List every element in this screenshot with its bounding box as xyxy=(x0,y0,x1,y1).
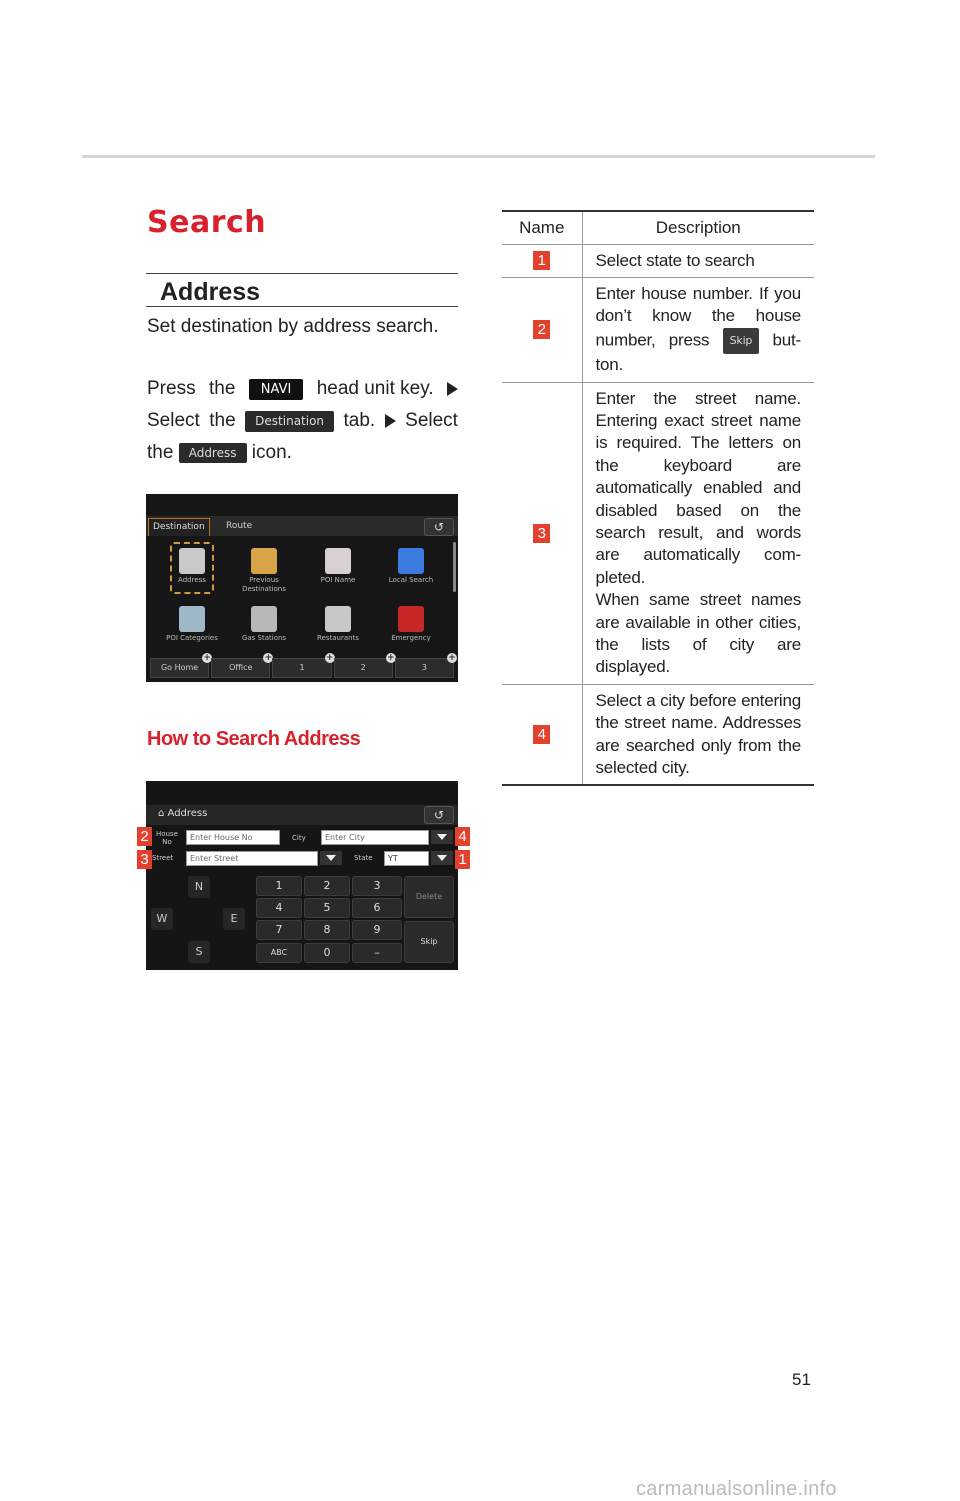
back-icon[interactable]: ↺ xyxy=(424,806,454,824)
row-description: Select a city before entering the street name. Addresses are searched only from the selected city. xyxy=(582,684,814,785)
compass-n[interactable]: N xyxy=(188,876,210,898)
grid-item-label: POI Name xyxy=(320,576,356,584)
grid-item-gas-stations[interactable] xyxy=(228,606,300,643)
table-row xyxy=(502,684,814,785)
table-row xyxy=(502,382,814,684)
key-7[interactable]: 7 xyxy=(256,920,302,940)
grid-item-local-search[interactable] xyxy=(375,548,447,585)
key-1[interactable]: 1 xyxy=(256,876,302,896)
key-5[interactable]: 5 xyxy=(304,898,350,918)
key-6[interactable]: 6 xyxy=(352,898,402,918)
gas-pump-icon xyxy=(251,606,277,632)
grid-item-label: Emergency xyxy=(391,634,431,642)
destination-tab-chip: Destination xyxy=(245,411,334,431)
grid-item-label: Restaurants xyxy=(317,634,359,642)
step-word: Press xyxy=(147,378,196,399)
row-number xyxy=(502,277,582,382)
button-label: 3 xyxy=(421,663,427,672)
plus-icon: + xyxy=(448,653,456,663)
button-label: 1 xyxy=(299,663,305,672)
favorite-2-button[interactable] xyxy=(334,653,395,678)
row-description xyxy=(582,382,814,684)
step-word: the xyxy=(208,378,236,399)
arrow-right-icon xyxy=(385,414,396,428)
how-to-heading: How to Search Address xyxy=(147,728,361,750)
plus-icon: + xyxy=(387,653,395,663)
number-badge: 1 xyxy=(533,251,550,270)
step-word: the xyxy=(209,410,236,431)
address-home-icon: ⌂ xyxy=(158,808,168,819)
plus-icon: + xyxy=(203,653,211,663)
city-dropdown[interactable] xyxy=(431,830,453,844)
button-label: Office xyxy=(229,663,253,672)
state-select[interactable]: YT xyxy=(384,851,429,866)
plus-icon: + xyxy=(264,653,273,663)
address-screen xyxy=(146,781,458,970)
row-number xyxy=(502,244,582,277)
header-name: Name xyxy=(502,211,582,244)
table-header-row xyxy=(502,211,814,244)
subsection-title: Address xyxy=(160,278,261,306)
address-screen-title xyxy=(158,808,207,819)
step-word: the xyxy=(147,442,174,463)
key-4[interactable]: 4 xyxy=(256,898,302,918)
row-description: Select state to search xyxy=(582,244,814,277)
key-9[interactable]: 9 xyxy=(352,920,402,940)
desc-text: but-ton. xyxy=(595,330,801,375)
desc-text: Enter the street name. Entering exact street name is required. The letters on the keyboard are automatically enabled and disabled based on the search result, and words are automatically com-pleted. xyxy=(595,388,801,587)
state-dropdown[interactable] xyxy=(431,851,453,865)
key-3[interactable]: 3 xyxy=(352,876,402,896)
tab-route[interactable]: Route xyxy=(226,521,253,531)
google-icon xyxy=(398,548,424,574)
row-number xyxy=(502,382,582,684)
emergency-icon xyxy=(398,606,424,632)
step-word: Select xyxy=(405,410,458,431)
key-dash[interactable]: – xyxy=(352,943,402,963)
city-input[interactable]: Enter City xyxy=(321,830,429,845)
button-label: 2 xyxy=(360,663,366,672)
grid-item-label: POI Categories xyxy=(166,634,218,642)
street-label: Street xyxy=(152,854,174,862)
destination-screen xyxy=(146,494,458,682)
delete-button[interactable]: Delete xyxy=(404,876,454,918)
magnifier-icon xyxy=(325,548,351,574)
compass-s[interactable]: S xyxy=(188,941,210,963)
step-word: tab. xyxy=(343,410,376,431)
compass-e[interactable]: E xyxy=(223,908,245,930)
folder-icon xyxy=(251,548,277,574)
step-line-2 xyxy=(147,410,458,433)
table-row xyxy=(502,244,814,277)
fork-knife-icon xyxy=(325,606,351,632)
grid-item-emergency[interactable] xyxy=(375,606,447,643)
favorite-1-button[interactable] xyxy=(272,653,334,678)
table-row xyxy=(502,277,814,382)
categories-icon xyxy=(179,606,205,632)
grid-item-address[interactable] xyxy=(156,548,228,585)
street-dropdown[interactable] xyxy=(320,851,342,865)
desc-text: Enter house number. If you don’t know the house number, press xyxy=(595,283,801,350)
callout-4: 4 xyxy=(455,827,470,846)
description-table xyxy=(502,210,814,786)
row-number xyxy=(502,684,582,785)
office-button[interactable] xyxy=(211,653,273,678)
tab-destination[interactable]: Destination xyxy=(148,518,210,536)
address-icon-chip: Address xyxy=(179,443,247,463)
shortcut-bar xyxy=(150,653,456,678)
house-no-label: House No xyxy=(156,830,178,846)
arrow-right-icon xyxy=(447,382,458,396)
address-title-text: Address xyxy=(167,808,208,819)
navi-key-chip: NAVI xyxy=(249,379,304,401)
desc-text: When same street names are available in other cities, the lists of city are displayed. xyxy=(595,590,801,677)
key-0[interactable]: 0 xyxy=(304,943,350,963)
back-icon[interactable]: ↺ xyxy=(424,518,454,536)
plus-icon: + xyxy=(325,653,334,663)
key-abc[interactable]: ABC xyxy=(256,943,302,963)
button-label: Go Home xyxy=(160,663,199,672)
top-rule xyxy=(82,155,875,158)
city-label: City xyxy=(292,834,306,842)
grid-item-previous-destinations[interactable] xyxy=(228,548,300,594)
callout-1: 1 xyxy=(455,850,470,869)
step-word: icon. xyxy=(251,442,292,463)
key-2[interactable]: 2 xyxy=(304,876,350,896)
number-badge: 2 xyxy=(533,320,550,339)
house-no-input[interactable]: Enter House No xyxy=(186,830,280,845)
grid-item-label: Local Search xyxy=(388,576,434,584)
row-description xyxy=(582,277,814,382)
subsection-header xyxy=(146,273,458,307)
grid-item-label: Address xyxy=(178,576,206,584)
street-input[interactable]: Enter Street xyxy=(186,851,318,866)
go-home-button[interactable] xyxy=(150,653,211,678)
step-line-1 xyxy=(147,378,458,401)
grid-item-restaurants[interactable] xyxy=(302,606,374,643)
compass-w[interactable]: W xyxy=(151,908,173,930)
step-word: Select xyxy=(147,410,200,431)
page-number: 51 xyxy=(792,1370,811,1389)
grid-item-label: Gas Stations xyxy=(241,634,287,642)
favorite-3-button[interactable] xyxy=(395,653,456,678)
grid-item-label: Previous Destinations xyxy=(242,576,286,593)
step-line-3 xyxy=(147,442,292,465)
intro-text: Set destination by address search. xyxy=(147,316,439,337)
scrollbar[interactable] xyxy=(453,542,456,592)
step-word: head unit key. xyxy=(316,378,434,399)
watermark: carmanualsonline.info xyxy=(636,1478,837,1500)
state-label: State xyxy=(354,854,373,862)
callout-2: 2 xyxy=(137,827,152,846)
key-8[interactable]: 8 xyxy=(304,920,350,940)
grid-item-poi-categories[interactable] xyxy=(156,606,228,643)
callout-3: 3 xyxy=(137,850,152,869)
number-badge: 3 xyxy=(533,524,550,543)
home-icon xyxy=(179,548,205,574)
number-badge: 4 xyxy=(533,725,550,744)
skip-chip: Skip xyxy=(723,328,760,354)
header-description: Description xyxy=(582,211,814,244)
skip-button[interactable]: Skip xyxy=(404,921,454,963)
grid-item-poi-name[interactable] xyxy=(302,548,374,585)
section-title: Search xyxy=(147,205,267,240)
